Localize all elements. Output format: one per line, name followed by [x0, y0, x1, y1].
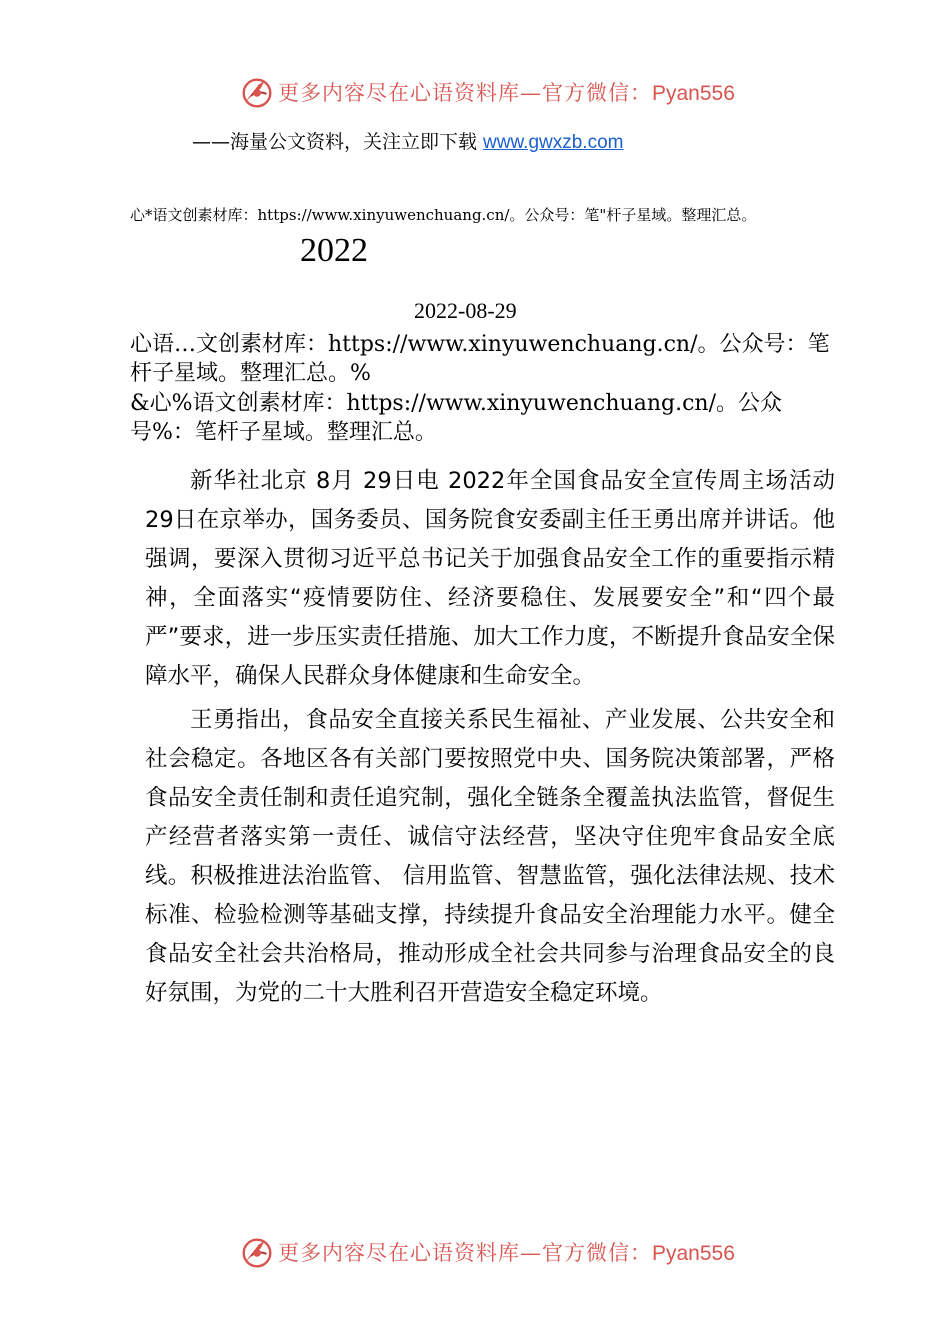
credit-line-2: &心%语文创素材库：https://www.xinyuwenchuang.cn/。公众号%：笔杆子星域。整理汇总。: [130, 391, 782, 445]
paragraph-2: 王勇指出，食品安全直接关系民生福祉、产业发展、公共安全和社会稳定。各地区各有关部门要按照党中央、国务院决策部署，严格食品安全责任制和责任追究制，强化全链条全覆盖执法监管，督促生产经营者落实第一责任、诚信守法经营，坚决守住兜牢食品安全底线。积极推进法治监管、 信用监管、智慧监管，强化法律法规、技术标准、检验检测等基础支撑，持续提升食品安全治理能力水平。健全食品安全社会共治格局，推动形成全社会共同参与治理食品安全的良好氛围，为党的二十大胜利召开营造安全稳定环境。: [145, 707, 835, 1006]
footer-banner: [238, 1232, 735, 1272]
footer-banner-id: Pyan556: [652, 1242, 735, 1265]
document-date: 2022-08-29: [414, 298, 517, 323]
footer-banner-text: 更多内容尽在心语资料库—官方微信：Pyan556: [278, 1241, 735, 1265]
promo-line: [192, 127, 623, 154]
header-banner-text: 更多内容尽在心语资料库—官方微信：Pyan556: [278, 81, 735, 105]
promo-link[interactable]: www.gwxzb.com: [483, 132, 624, 153]
logo-icon: [238, 73, 276, 111]
header-banner: [238, 72, 735, 112]
promo-text: ——海量公文资料，关注立即下载: [192, 131, 484, 153]
credit-line-1: 心语…文创素材库：https://www.xinyuwenchuang.cn/。公众号：笔杆子星域。整理汇总。%: [130, 332, 830, 386]
document-year: 2022: [300, 232, 368, 269]
header-banner-id: Pyan556: [652, 82, 735, 105]
paragraph-1: 新华社北京 8月 29日电 2022年全国食品安全宣传周主场活动 29日在京举办，国务委员、国务院食安委副主任王勇出席并讲话。他强调，要深入贯彻习近平总书记关于加强食品安全工作的重要指示精神，全面落实“疫情要防住、经济要稳住、发展要安全”和“四个最严”要求，进一步压实责任措施、加大工作力度，不断提升食品安全保障水平，确保人民群众身体健康和生命安全。: [145, 468, 835, 689]
credit-small: 心*语文创素材库：https://www.xinyuwenchuang.cn/。公众号：笔"杆子星域。整理汇总。: [130, 206, 757, 224]
article-body: [145, 462, 835, 1018]
logo-icon: [238, 1233, 276, 1271]
